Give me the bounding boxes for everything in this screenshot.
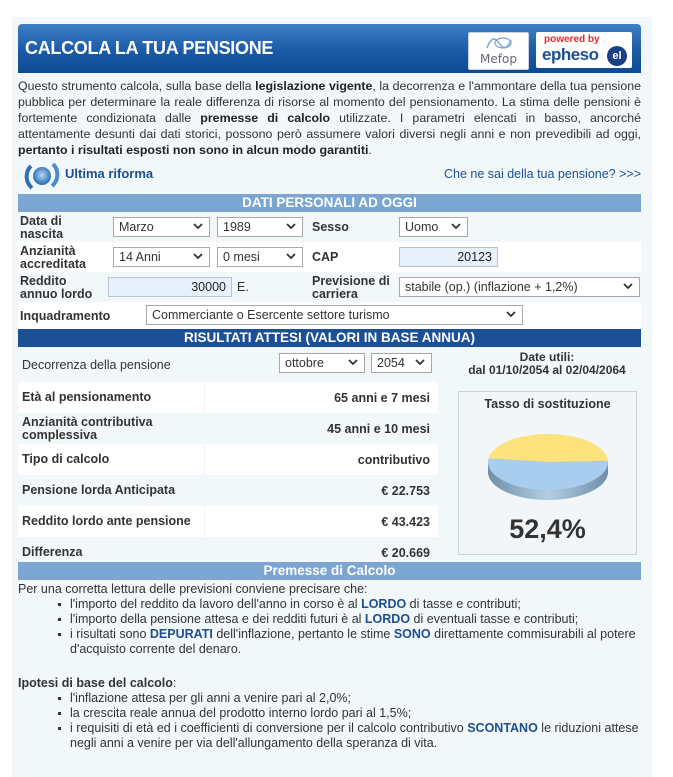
chevron-down-icon [286, 251, 296, 261]
text: l'inflazione attesa per gli anni a venire pari al 2,0%; [70, 691, 352, 705]
result-label: Età al pensionamento [22, 390, 152, 404]
cap-input[interactable]: 20123 [399, 247, 498, 267]
ipotesi-list [18, 691, 641, 751]
epheso-badge-icon: el [607, 46, 627, 66]
date-utili [458, 351, 636, 377]
keyword: DEPURATI [149, 627, 213, 641]
text: di tasse e contributi; [406, 597, 521, 611]
text: direttamente commisurabili al potere d'acquisto corrente del denaro. [70, 627, 636, 656]
result-row [18, 413, 438, 444]
ultima-riforma-link[interactable]: Ultima riforma [65, 166, 154, 181]
ipotesi-title-text: Ipotesi di base del calcolo [18, 676, 173, 690]
links-row [18, 158, 641, 194]
tasso-value: 52,4% [509, 514, 586, 544]
select-value: stabile (op.) (inflazione + 1,2%) [405, 280, 578, 294]
label-line: Anzianità [20, 244, 76, 258]
intro-part: Questo strumento calcola, sulla base della [18, 79, 256, 93]
cell-divider [204, 506, 205, 537]
result-label: Reddito lordo ante pensione [22, 514, 191, 528]
intro-bold: premesse di calcolo [200, 111, 331, 125]
anno-nascita-select[interactable] [217, 217, 303, 237]
keyword: LORDO [361, 597, 407, 611]
mefop-symbol-icon [485, 35, 513, 51]
form-row-anzianita [18, 242, 641, 272]
premesse-header: Premesse di Calcolo [18, 562, 641, 580]
chevron-down-icon [286, 221, 296, 231]
epheso-logo[interactable] [536, 32, 632, 68]
result-row [18, 475, 438, 506]
intro-text [18, 78, 641, 158]
result-label: Pensione lorda Anticipata [22, 483, 176, 497]
mefop-logo[interactable] [468, 32, 529, 70]
select-value: Marzo [119, 220, 154, 234]
result-row [18, 537, 438, 568]
date-utili-label: Date utili: [519, 350, 575, 364]
intro-part: . [368, 143, 372, 157]
cell-divider [204, 444, 205, 475]
chevron-down-icon [451, 221, 461, 231]
list-item [58, 597, 641, 612]
carriera-select[interactable] [399, 277, 640, 297]
inquadramento-label: Inquadramento [20, 309, 111, 323]
anzianita-label [20, 245, 86, 271]
label-line: nascita [20, 227, 64, 241]
label-line: carriera [312, 287, 358, 301]
list-item [58, 706, 641, 721]
result-label: Tipo di calcolo [22, 452, 110, 466]
dati-personali-header: DATI PERSONALI AD OGGI [18, 194, 641, 212]
decorrenza-anno-select[interactable] [371, 353, 432, 373]
result-row [18, 444, 438, 475]
select-value: 14 Anni [119, 250, 161, 264]
pie-slice-rest [488, 434, 608, 462]
reddito-unit: E. [237, 280, 249, 294]
text: i risultati sono [70, 627, 150, 641]
label-line: annuo lordo [20, 287, 93, 301]
list-item [58, 627, 641, 657]
colon: : [172, 676, 177, 690]
list-item [58, 691, 641, 706]
text: l'importo della pensione attesa e dei redditi futuri è al [70, 612, 365, 626]
text: di eventuali tasse e contributi; [410, 612, 579, 626]
result-row [18, 506, 438, 537]
page-title: CALCOLA LA TUA PENSIONE [25, 38, 274, 58]
chevron-down-icon [193, 251, 203, 261]
select-value: Uomo [405, 220, 439, 234]
keyword: SONO [393, 627, 431, 641]
label-line: Data di [20, 214, 62, 228]
risultati-header: RISULTATI ATTESI (VALORI IN BASE ANNUA) [18, 329, 641, 347]
intro-bold: legislazione vigente [255, 79, 373, 93]
chevron-down-icon [506, 309, 516, 319]
select-value: Commerciante o Esercente settore turismo [152, 308, 390, 322]
reddito-input[interactable]: 30000 [108, 277, 232, 297]
result-row [18, 382, 438, 413]
tasso-sostituzione-box [458, 391, 637, 555]
premesse-list [18, 597, 641, 657]
result-value: 65 anni e 7 mesi [334, 391, 430, 405]
form-row-reddito [18, 272, 641, 302]
select-value: ottobre [285, 356, 324, 370]
intro-part: utilizzate. I parametri elencati in basso, ancorché attentamente desunti dai dati storici, possono però assumere valori diversi negli anni e non prevedibili ad oggi, [18, 111, 641, 141]
chevron-down-icon [348, 357, 358, 367]
tasso-title: Tasso di sostituzione [484, 397, 611, 411]
chevron-down-icon [623, 281, 633, 291]
calculator-panel [12, 17, 652, 777]
premesse-intro: Per una corretta lettura delle previsioni conviene precisare che: [18, 582, 368, 596]
form-row-nascita [18, 212, 641, 242]
quiz-link[interactable]: Che ne sai della tua pensione? >>> [443, 167, 641, 181]
anzianita-anni-select[interactable] [113, 247, 210, 267]
powered-by-text: powered by [544, 34, 600, 45]
chevron-down-icon [415, 357, 425, 367]
result-label: Anzianità contributiva complessiva [22, 415, 153, 442]
result-value: € 43.423 [381, 515, 430, 529]
decorrenza-mese-select[interactable] [279, 353, 365, 373]
select-value: 0 mesi [223, 250, 260, 264]
premesse-section [18, 582, 641, 751]
sesso-label: Sesso [312, 220, 349, 234]
label-line: Previsione di [312, 274, 390, 288]
list-item [58, 612, 641, 627]
anzianita-mesi-select[interactable] [217, 247, 303, 267]
result-label: Differenza [22, 545, 83, 559]
sesso-select[interactable] [399, 217, 468, 237]
form-row-inquadramento [18, 302, 641, 329]
intro-part: , la decorrenza e l'ammontare della tua pensione pubblica per determinare la reale differenza di risorse al momento del pensionamento. La stima delle pensioni è fortemente condizionata dalle [18, 79, 641, 125]
text: l'importo del reddito da lavoro dell'anno in corso è al [70, 597, 362, 611]
cell-divider [204, 382, 205, 413]
text: le riduzioni attese negli anni a venire per via dell'allungamento della speranza di vita. [70, 721, 639, 750]
mese-nascita-select[interactable] [113, 217, 210, 237]
epheso-text: epheso [542, 45, 599, 64]
result-value: € 20.669 [381, 546, 430, 560]
label-line: accreditata [20, 257, 87, 271]
tasso-pie-chart [486, 428, 610, 502]
chevron-down-icon [193, 221, 203, 231]
label-line: Reddito [20, 274, 67, 288]
decorrenza-label: Decorrenza della pensione [22, 358, 171, 372]
intro-bold: pertanto i risultati esposti non sono in alcun modo garantiti [18, 143, 369, 157]
reddito-label [20, 275, 92, 301]
results-section [18, 347, 641, 562]
keyword: SCONTANO [467, 721, 538, 735]
data-nascita-label [20, 215, 63, 241]
carriera-label [312, 275, 390, 301]
result-value: € 22.753 [381, 484, 430, 498]
result-value: contributivo [357, 453, 430, 467]
list-item [58, 721, 641, 751]
keyword: LORDO [364, 612, 411, 626]
select-value: 2054 [377, 356, 405, 370]
text: la crescita reale annua del prodotto interno lordo pari al 1,5%; [70, 706, 412, 720]
ipotesi-title [18, 676, 641, 691]
inquadramento-select[interactable] [146, 305, 523, 325]
text: i requisiti di età ed i coefficienti di conversione per il calcolo contributivo [70, 721, 468, 735]
date-utili-range: dal 01/10/2054 al 02/04/2064 [468, 363, 626, 377]
text: dell'inflazione, pertanto le stime [212, 627, 394, 641]
mefop-logo-text: Mefop [480, 52, 517, 66]
refresh-globe-icon[interactable] [22, 160, 62, 192]
decorrenza-row [18, 347, 438, 379]
result-value: 45 anni e 10 mesi [327, 422, 430, 436]
cap-label: CAP [312, 250, 339, 264]
select-value: 1989 [223, 220, 251, 234]
header-bar [18, 24, 641, 73]
